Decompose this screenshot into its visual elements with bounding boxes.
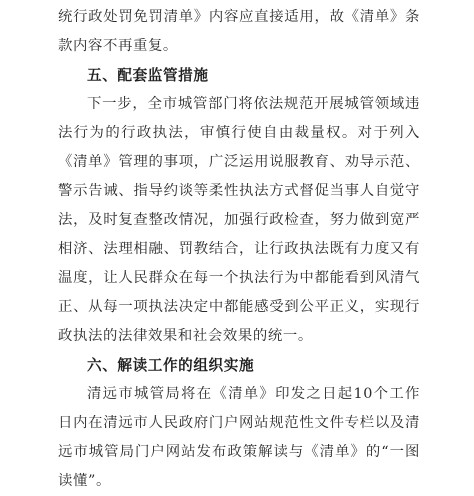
section-heading-supervision-measures: 五、配套监管措施: [87, 67, 209, 84]
paragraph-supervision-measures: 下一步，全市城管部门将依法规范开展城管领域违法行为的行政执法，审慎行使自由裁量权。对于列入《清单》管理的事项，广泛运用说服教育、劝导示范、警示告诫、指导约谈等柔性执法方式督促当事人自觉守法，及时复查整改情况，加强行政检查，努力做到宽严相济、法理相融、罚教结合，让行政执法既有力度又有温度，让人民群众在每一个执法行为中都能看到风清气正、从每一项执法决定中都能感受到公平正义，实现行政执法的法律效果和社会效果的统一。: [58, 96, 420, 344]
paragraph-interpretation-implementation: 清远市城管局将在《清单》印发之日起10个工作日内在清远市人民政府门户网站规范性文件专栏以及清远市城管局门户网站发布政策解读与《清单》的“一图读懂”。: [58, 386, 420, 489]
section-heading-interpretation-implementation: 六、解读工作的组织实施: [87, 357, 255, 374]
paragraph-continuation: 统行政处罚免罚清单》内容应直接适用，故《清单》条款内容不再重复。: [58, 9, 420, 54]
document-body: [58, 3, 420, 496]
